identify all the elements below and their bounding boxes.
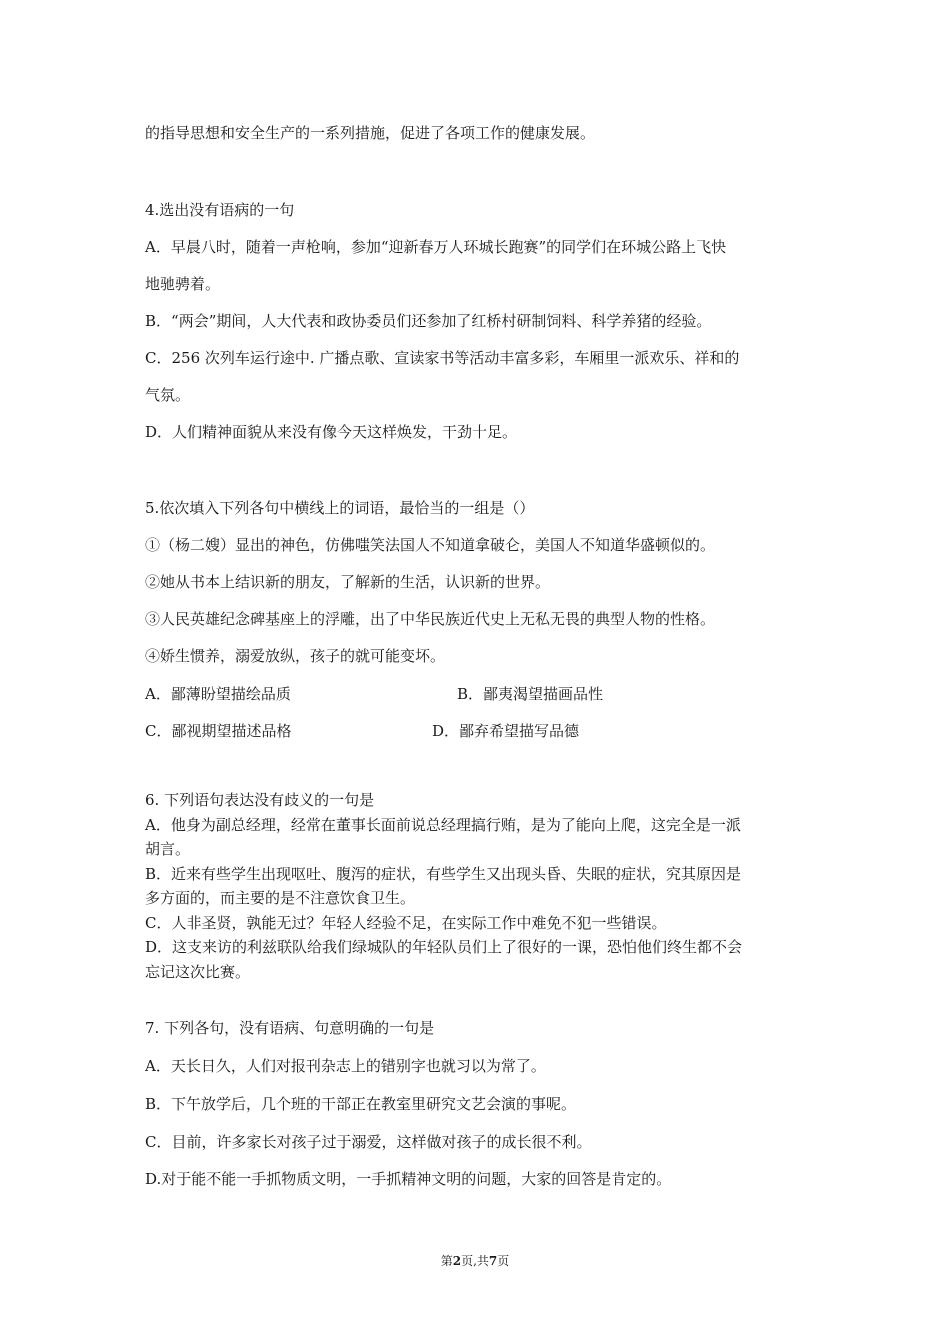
q5-option-d: D．鄙弃希望描写品德 [432,722,580,740]
q7-option-a: A．天长日久，人们对报刊杂志上的错别字也就习以为常了。 [145,1057,546,1075]
q4-title: 4.选出没有语病的一句 [145,201,295,219]
q5-sentence-3: ③人民英雄纪念碑基座上的浮雕，出了中华民族近代史上无私无畏的典型人物的性格。 [145,610,716,628]
page-footer [0,1252,950,1269]
q5-option-b: B．鄙夷渴望描画品性 [457,685,604,703]
footer-page-number: 2 [452,1254,462,1268]
q7-title: 7. 下列各句，没有语病、句意明确的一句是 [145,1019,435,1037]
q6-option-d-line1: D．这支来访的利兹联队给我们绿城队的年轻队员们上了很好的一课，恐怕他们终生都不会 [145,938,743,956]
footer-total-pages: 7 [488,1254,498,1268]
q7-option-c: C．目前，许多家长对孩子过于溺爱，这样做对孩子的成长很不利。 [145,1133,592,1151]
q4-option-c-line1: C．256 次列车运行途中. 广播点歌、宣读家书等活动丰富多彩，车厢里一派欢乐、祥和的 [145,349,740,367]
q4-option-a-line1: A．早晨八时，随着一声枪响，参加“迎新春万人环城长跑赛”的同学们在环城公路上飞快 [145,238,727,256]
q4-option-a-line2: 地驰骋着。 [145,275,221,293]
q6-option-b-line1: B．近来有些学生出现呕吐、腹泻的症状，有些学生又出现头昏、失眠的症状，究其原因是 [145,865,742,883]
q6-option-c: C．人非圣贤，孰能无过？年轻人经验不足，在实际工作中难免不犯一些错误。 [145,914,667,932]
footer-prefix: 第 [440,1254,453,1268]
q5-option-a: A．鄙薄盼望描绘品质 [145,685,291,703]
q5-sentence-1: ①（杨二嫂）显出的神色，仿佛嗤笑法国人不知道拿破仑，美国人不知道华盛顿似的。 [145,536,716,554]
q6-option-d-line2: 忘记这次比赛。 [145,963,251,981]
q3-tail-line: 的指导思想和安全生产的一系列措施，促进了各项工作的健康发展。 [145,124,596,142]
footer-middle: 页,共 [461,1254,489,1268]
q4-option-c-line2: 气氛。 [145,386,191,404]
q7-option-d: D.对于能不能一手抓物质文明，一手抓精神文明的问题，大家的回答是肯定的。 [145,1170,672,1188]
q5-sentence-4: ④娇生惯养，溺爱放纵，孩子的就可能变坏。 [145,647,446,665]
footer-suffix: 页 [497,1254,510,1268]
q4-option-b: B．“两会”期间，人大代表和政协委员们还参加了红桥村研制饲料、科学养猪的经验。 [145,312,712,330]
q6-option-a-line1: A．他身为副总经理，经常在董事长面前说总经理搞行贿，是为了能向上爬，这完全是一派 [145,816,741,834]
q4-option-d: D．人们精神面貌从来没有像今天这样焕发，干劲十足。 [145,423,518,441]
q6-option-b-line2: 多方面的，而主要的是不注意饮食卫生。 [145,889,416,907]
q5-option-c: C．鄙视期望描述品格 [145,722,292,740]
q6-option-a-line2: 胡言。 [145,840,191,858]
q6-title: 6. 下列语句表达没有歧义的一句是 [145,791,375,809]
q7-option-b: B．下午放学后，几个班的干部正在教室里研究文艺会演的事呢。 [145,1095,577,1113]
q5-title: 5.依次填入下列各句中横线上的词语，最恰当的一组是（） [145,499,535,517]
q5-sentence-2: ②她从书本上结识新的朋友，了解新的生活，认识新的世界。 [145,573,551,591]
